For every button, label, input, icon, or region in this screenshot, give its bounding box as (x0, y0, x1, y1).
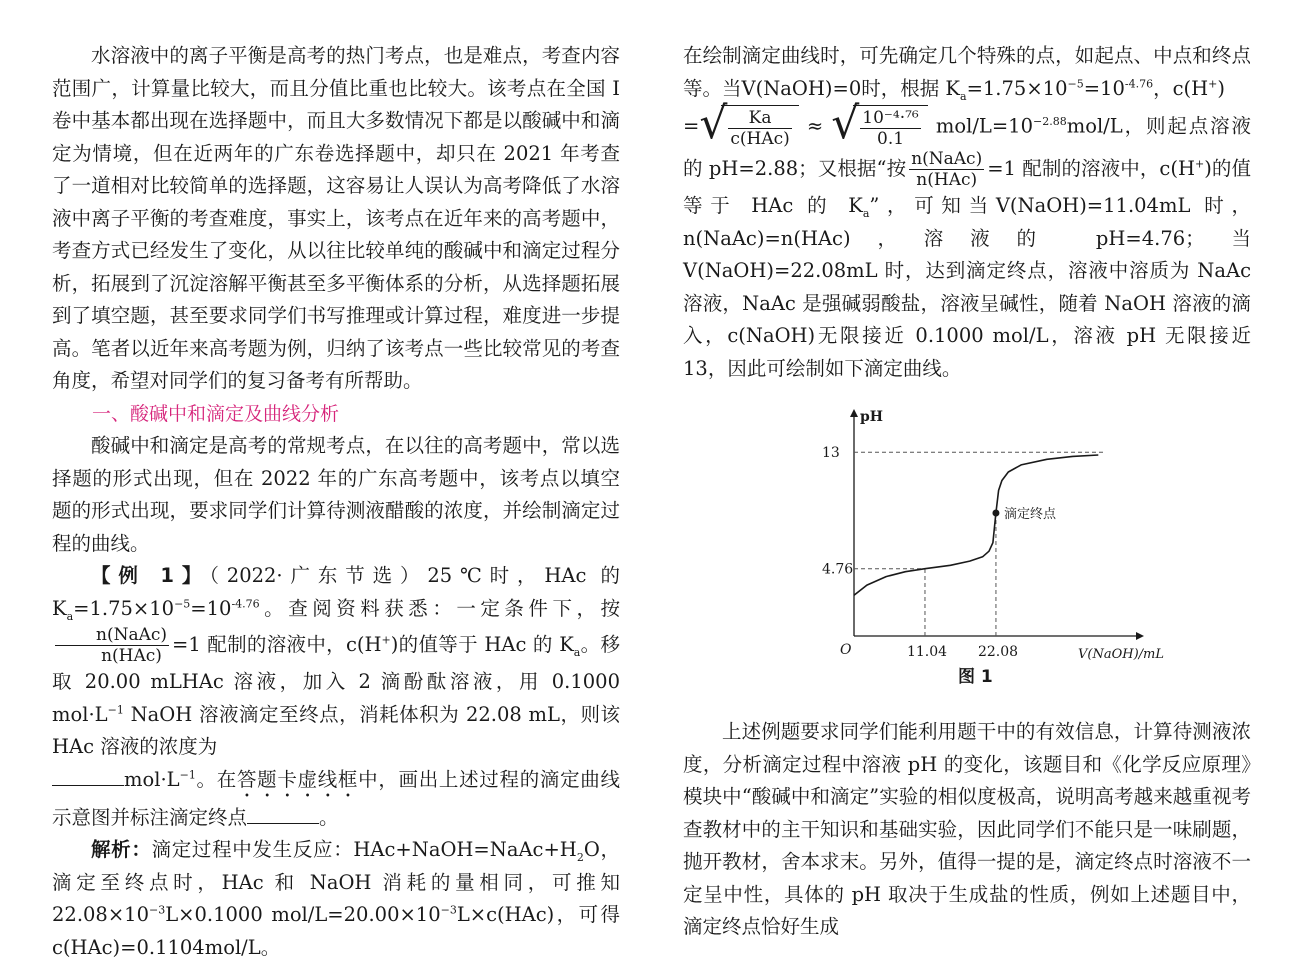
fraction-denominator: c(HAc) (730, 129, 790, 149)
fraction-numerator: n(NaAc) (911, 149, 983, 169)
body-sup: −2.88 (1033, 115, 1067, 128)
body-sub: a (862, 206, 870, 220)
body-text: ) (1217, 76, 1225, 100)
example-sup: −1 (179, 768, 196, 781)
example-sub: a (66, 609, 74, 623)
chart-svg (808, 406, 1164, 666)
y-tick-label: 13 (822, 445, 840, 462)
example-sub: a (573, 645, 581, 659)
titration-curve (854, 455, 1098, 595)
conclusion-paragraph: 上述例题要求同学们能利用题干中的有效信息，计算待测液浓度，分析滴定过程中溶液 pH 的变化，该题目和《化学反应原理》模块中“酸碱中和滴定”实验的相似度极高，说明高考越来越重视考查教材中的主干知识和基础实验，因此同学们不能只是一味刷题，抛开教材，舍本求末。另外，值得一提的是，滴定终点时溶液不一定呈中性，具体的 pH 取决于生成盐的性质，例如上述题目中，滴定终点恰好生成 (683, 720, 1251, 938)
titration-curve-figure (808, 406, 1164, 696)
body-text: =1.75×10 (966, 76, 1068, 100)
analysis-text: L×0.1000 mol/L=20.00×10 (165, 903, 441, 926)
body-sup: + (1208, 77, 1218, 90)
radical-sign: √ (699, 98, 728, 149)
analysis-label: 解析： (91, 838, 152, 861)
example-text: 。移取 20.00 mLHAc 溶液，加入 2 滴酚酞溶液，用 0.1000 mol·L (52, 633, 620, 726)
section-title: 一、酸碱中和滴定及曲线分析 (92, 402, 340, 425)
fraction (728, 108, 791, 149)
answer-blank (52, 765, 124, 786)
example-text: )的值等于 HAc 的 K (390, 633, 574, 656)
body-text: =10 (1083, 76, 1125, 100)
body-sub: a (960, 89, 967, 103)
body-text: mol/L=10 (935, 114, 1033, 138)
x-axis-arrow (1136, 632, 1144, 640)
body-sup: -4.76 (1124, 77, 1154, 90)
endpoint-label: 滴定终点 (1003, 507, 1056, 522)
endpoint-marker (992, 510, 999, 517)
example-sup: −5 (174, 597, 191, 610)
body-text: =1 配制的溶液中，c(H (987, 157, 1195, 180)
fraction-denominator: 0.1 (877, 129, 905, 149)
fraction (860, 108, 920, 149)
example-1-paragraph (52, 560, 620, 834)
body-text: ≈ (806, 114, 824, 138)
section-paragraph: 酸碱中和滴定是高考的常规考点，在以往的高考题中，常以选择题的形式出现，但在 2022 年的广东高考题中，该考点以填空题的形式出现，要求同学们计算待测液醋酸的浓度，并绘制滴定过程的曲线。 (52, 434, 620, 555)
analysis-text: L×c(HAc)，可得 c(HAc)=0.1104mol/L。 (52, 903, 620, 959)
answer-blank (247, 803, 319, 824)
body-text: = (683, 114, 700, 138)
x-axis-label: V(NaOH)/mL (1078, 647, 1164, 662)
example-text: 。在 (195, 767, 237, 791)
analysis-sup: −3 (148, 903, 166, 917)
body-text: 在绘制滴定曲线时，可先确定几个特殊的点，如起点、中点和终点等。当V(NaOH)=0时，根据 K (683, 44, 1251, 100)
fraction-denominator: n(HAc) (101, 646, 162, 666)
intro-paragraph: 水溶液中的离子平衡是高考的热门考点，也是难点，考查内容范围广，计算量比较大，而且分值比重也比较大。该考点在全国 I 卷中基本都出现在选择题中，而且大多数情况下都是以酸碱中和滴定为情境，但在近两年的广东卷选择题中，却只在 2021 年考查了一道相对比较简单的选择题，这容易让人误认为高考降低了水溶液中离子平衡的考查难度，事实上，该考点在近年来的高考题中，考查方式已经发生了变化，从以往比较单纯的酸碱中和滴定过程分析，拓展到了沉淀溶解平衡甚至多平衡体系的分析，从选择题拓展到了填空题，甚至要求同学们书写推理或计算过程，难度进一步提高。笔者以近年来高考题为例，归纳了该考点一些比较常见的考查角度，希望对同学们的复习备考有所帮助。 (52, 44, 620, 392)
analysis-sup: −3 (440, 903, 457, 917)
emphasized-text: 答题卡虚线框 (236, 767, 359, 791)
analysis-sub: 2 (576, 850, 584, 864)
fraction-denominator: n(HAc) (916, 170, 978, 190)
example-text: （2022·广东节选）25℃时，HAc 的 K (52, 564, 620, 620)
square-root-1 (699, 98, 798, 149)
left-column (52, 40, 620, 964)
square-root-2 (831, 98, 927, 149)
example-text: mol·L (124, 767, 180, 791)
fraction-numerator: 10⁻⁴·⁷⁶ (862, 108, 919, 128)
body-sup: −5 (1067, 77, 1084, 90)
example-text: 中，画出上述过程的滴定曲线示意图并标注滴定终点 (52, 767, 620, 829)
body-text: mol/L，则起点溶液的 pH=2.88；又根据“按 (683, 114, 1252, 180)
analysis-text: O，滴定至终点时，HAc 和 NaOH 消耗的量相同，可推知 22.08×10 (52, 838, 620, 926)
fraction-numerator: Ka (728, 108, 791, 129)
example-text: =1 配制的溶液中，c(H (172, 633, 382, 656)
x-tick-label: 11.04 (906, 644, 948, 660)
example-text: =1.75×10 (73, 596, 175, 620)
example-label: 【例 1】 (91, 564, 210, 587)
titration-chart (808, 406, 1164, 670)
analysis-paragraph (52, 834, 620, 964)
body-text: ，c(H (1153, 76, 1209, 100)
y-axis-arrow (850, 409, 858, 417)
example-text: NaOH 溶液滴定至终点，消耗体积为 22.08 mL，则该 HAc 溶液的浓度为 (52, 702, 620, 758)
example-text: 。查阅资料获悉：一定条件下，按 (259, 596, 620, 620)
body-text: )的值等于 HAc 的 K (683, 157, 1251, 217)
analysis-text: 滴定过程中发生反应：HAc+NaOH=NaAc+H (151, 838, 577, 861)
figure-caption: 图 1 (958, 667, 993, 687)
body-sup: + (1194, 157, 1205, 171)
example-text: =10 (190, 596, 232, 620)
radical-sign: √ (831, 98, 860, 149)
x-tick-label: 22.08 (977, 644, 1019, 660)
curve-paragraph (683, 40, 1251, 385)
y-axis-label: pH (860, 409, 884, 425)
example-sup: −1 (107, 703, 124, 716)
body-text: ”，可知当V(NaOH)=11.04mL 时，n(NaAc)=n(HAc)，溶液的 pH=4.76；当 V(NaOH)=22.08mL 时，达到滴定终点，溶液中溶质为 NaAc 溶液，NaAc 是强碱弱酸盐，溶液呈碱性，随着 NaOH 溶液的滴入，c(NaOH)无限接近 0.1000 mol/L，溶液 pH 无限接近 13，因此可绘制如下滴定曲线。 (683, 194, 1251, 380)
right-bottom-block (683, 716, 1251, 944)
fraction-numerator: n(NaAc) (55, 625, 169, 646)
fraction (55, 625, 169, 666)
right-column (683, 40, 1251, 385)
example-sup: + (381, 633, 391, 647)
y-tick-label: 4.76 (822, 561, 854, 578)
fraction (909, 149, 984, 190)
origin-label: O (840, 642, 852, 658)
example-text: 。 (319, 805, 339, 829)
example-sup: -4.76 (231, 597, 260, 610)
